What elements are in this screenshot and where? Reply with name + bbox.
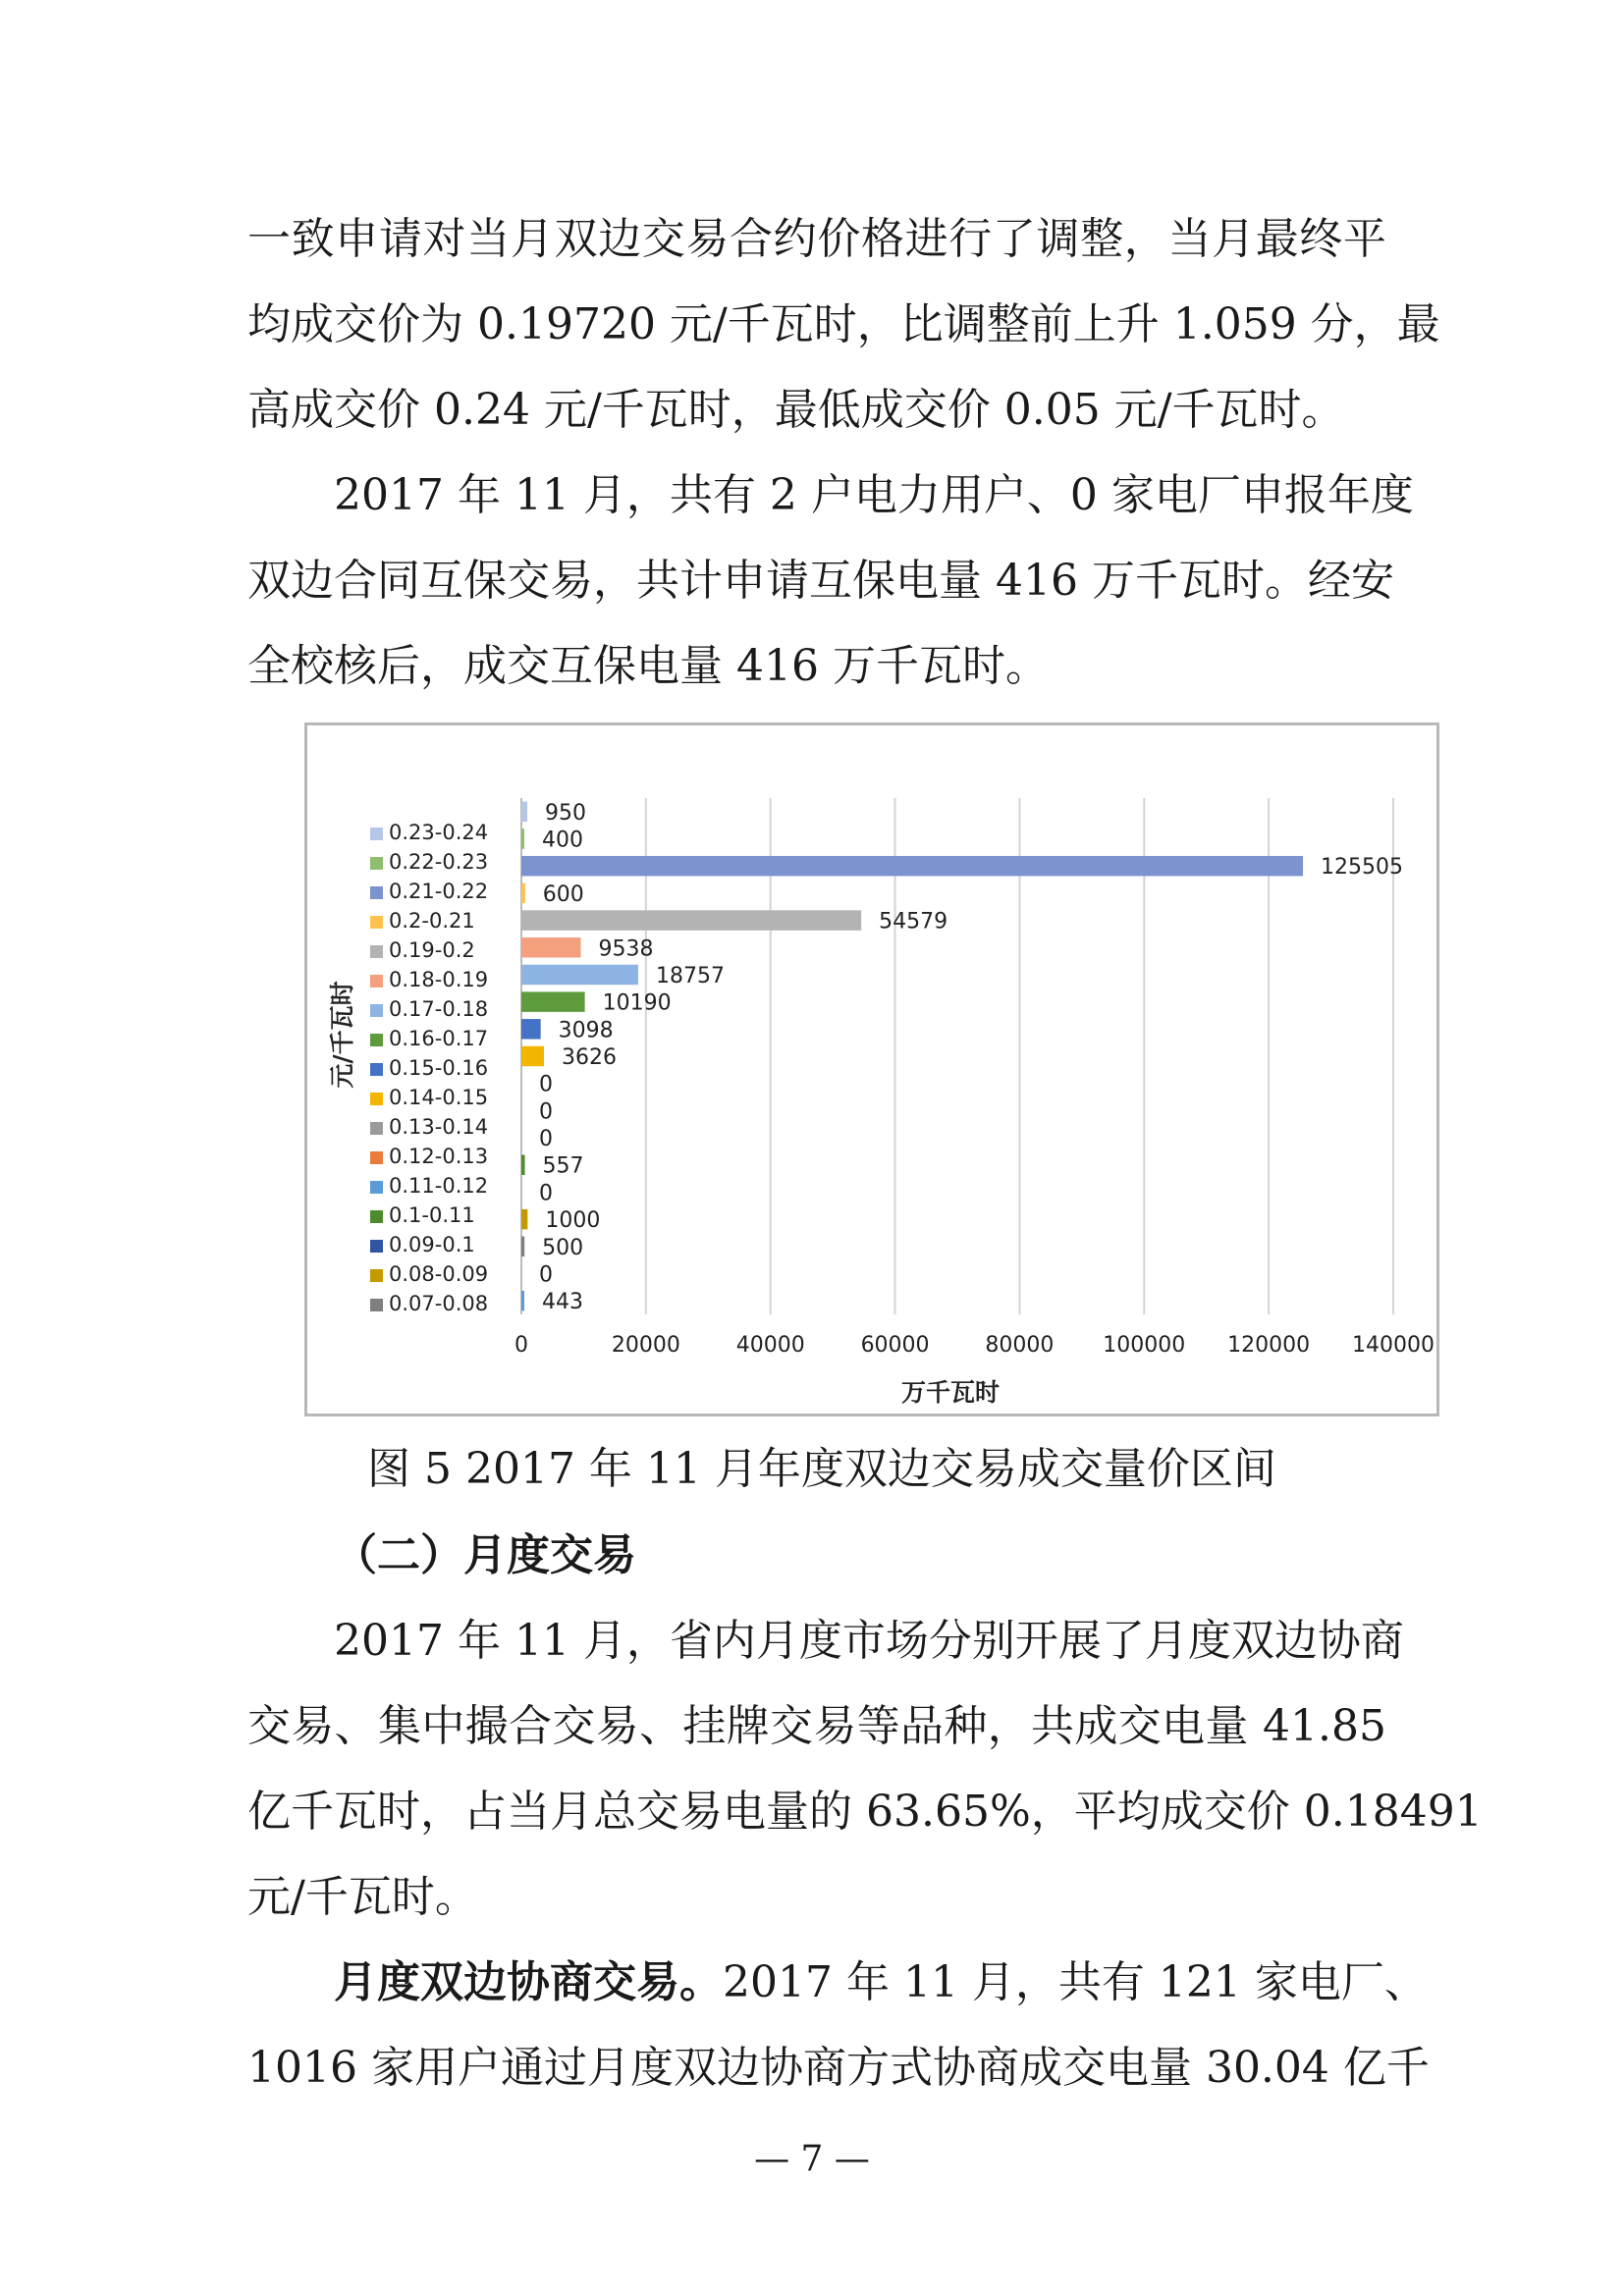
- paragraph-4-line-2: 1016 家用户通过月度双边协商方式协商成交电量 30.04 亿千: [247, 2043, 1430, 2093]
- chart-legend: [370, 821, 488, 1315]
- legend-swatch: [370, 1210, 383, 1223]
- legend-swatch: [370, 1240, 383, 1253]
- paragraph-4-bold-lead: 月度双边协商交易。: [334, 1957, 723, 2007]
- bar: [521, 828, 524, 848]
- section-heading: （二）月度交易: [334, 1530, 636, 1580]
- bar-value-label: 557: [542, 1153, 584, 1179]
- bar-value-label: 0: [539, 1072, 553, 1097]
- paragraph-3-line-4: 元/千瓦时。: [247, 1872, 478, 1922]
- bar-value-label: 18757: [655, 963, 725, 988]
- legend-swatch: [370, 857, 383, 870]
- legend-swatch: [370, 975, 383, 988]
- bar: [521, 1209, 527, 1229]
- bar-value-label: 0: [539, 1262, 553, 1288]
- legend-swatch: [370, 1034, 383, 1046]
- figure-caption: 图 5 2017 年 11 月年度双边交易成交量价区间: [367, 1444, 1276, 1494]
- bar: [521, 937, 580, 957]
- legend-entry: 0.15-0.16: [389, 1056, 489, 1080]
- bar: [521, 883, 525, 903]
- legend-swatch: [370, 1004, 383, 1017]
- paragraph-1-line-1: 一致申请对当月双边交易合约价格进行了调整，当月最终平: [247, 214, 1386, 264]
- bar-value-label: 400: [542, 828, 583, 853]
- paragraph-1-line-2: 均成交价为 0.19720 元/千瓦时，比调整前上升 1.059 分，最: [247, 299, 1440, 349]
- bar: [521, 965, 638, 985]
- legend-swatch: [370, 1151, 383, 1164]
- paragraph-2-line-2: 双边合同互保交易，共计申请互保电量 416 万千瓦时。经安: [247, 556, 1394, 606]
- legend-entry: 0.08-0.09: [389, 1262, 489, 1286]
- x-tick-label: 0: [514, 1333, 528, 1358]
- legend-swatch: [370, 1181, 383, 1194]
- legend-swatch: [370, 1093, 383, 1105]
- legend-entry: 0.07-0.08: [389, 1292, 489, 1315]
- bar-value-label: 125505: [1321, 855, 1404, 881]
- legend-swatch: [370, 945, 383, 958]
- bar-value-label: 10190: [602, 990, 672, 1016]
- legend-entry: 0.11-0.12: [389, 1174, 489, 1198]
- paragraph-3-line-3: 亿千瓦时，占当月总交易电量的 63.65%，平均成交价 0.18491: [247, 1787, 1483, 1837]
- bar-value-label: 9538: [598, 936, 654, 962]
- legend-swatch: [370, 1063, 383, 1076]
- bar-value-label: 443: [542, 1290, 583, 1315]
- legend-entry: 0.21-0.22: [389, 880, 489, 903]
- bar: [521, 802, 527, 822]
- bar-value-label: 1000: [545, 1208, 601, 1234]
- legend-entry: 0.23-0.24: [389, 821, 489, 844]
- paragraph-2-line-1: 2017 年 11 月，共有 2 户电力用户、0 家电厂申报年度: [334, 470, 1414, 520]
- x-tick-label: 120000: [1227, 1333, 1311, 1358]
- legend-entry: 0.12-0.13: [389, 1145, 489, 1168]
- paragraph-2-line-3: 全校核后，成交互保电量 416 万千瓦时。: [247, 641, 1049, 691]
- bar: [521, 1237, 524, 1256]
- legend-swatch: [370, 1122, 383, 1135]
- x-tick-label: 100000: [1103, 1333, 1186, 1358]
- x-tick-label: 20000: [611, 1333, 680, 1358]
- chart-bars: [521, 802, 1303, 1311]
- legend-entry: 0.16-0.17: [389, 1027, 489, 1050]
- chart-x-ticks: [514, 1333, 1435, 1358]
- bar: [521, 1046, 544, 1066]
- bar-value-label: 3098: [558, 1018, 614, 1043]
- paragraph-4-line-1-text: 2017 年 11 月，共有 121 家电厂、: [723, 1957, 1428, 2007]
- paragraph-1-line-3: 高成交价 0.24 元/千瓦时，最低成交价 0.05 元/千瓦时。: [247, 385, 1345, 435]
- legend-entry: 0.2-0.21: [389, 909, 475, 933]
- legend-entry: 0.1-0.11: [389, 1203, 475, 1227]
- bar: [521, 856, 1303, 876]
- bar-value-label: 3626: [561, 1045, 617, 1070]
- bar-value-label: 600: [542, 881, 584, 907]
- bar: [521, 1019, 541, 1039]
- legend-entry: 0.14-0.15: [389, 1086, 489, 1109]
- legend-swatch: [370, 1269, 383, 1282]
- bar: [521, 910, 861, 930]
- bar-value-label: 0: [539, 1099, 553, 1125]
- page-number: — 7 —: [754, 2139, 870, 2179]
- bar-value-label: 54579: [879, 909, 948, 934]
- legend-entry: 0.09-0.1: [389, 1233, 475, 1256]
- bar-value-label: 0: [539, 1181, 553, 1206]
- paragraph-3-line-1: 2017 年 11 月，省内月度市场分别开展了月度双边协商: [334, 1616, 1404, 1666]
- x-tick-label: 140000: [1352, 1333, 1435, 1358]
- x-tick-label: 60000: [860, 1333, 930, 1358]
- bar: [521, 1154, 525, 1174]
- bar-value-label: 500: [542, 1235, 584, 1260]
- legend-swatch: [370, 916, 383, 929]
- legend-entry: 0.22-0.23: [389, 850, 489, 874]
- x-tick-label: 40000: [735, 1333, 805, 1358]
- bar-value-label: 0: [539, 1127, 553, 1152]
- x-tick-label: 80000: [985, 1333, 1055, 1358]
- paragraph-4-line-1: [334, 1954, 1428, 2011]
- legend-swatch: [370, 886, 383, 899]
- bar-value-label: 950: [545, 800, 587, 826]
- legend-entry: 0.13-0.14: [389, 1115, 489, 1139]
- legend-entry: 0.19-0.2: [389, 938, 475, 962]
- paragraph-3-line-2: 交易、集中撮合交易、挂牌交易等品种，共成交电量 41.85: [247, 1701, 1386, 1751]
- legend-entry: 0.18-0.19: [389, 968, 489, 991]
- x-axis-label: 万千瓦时: [900, 1378, 1001, 1407]
- chart-value-labels: [539, 801, 1403, 1314]
- legend-swatch: [370, 828, 383, 840]
- bar: [521, 991, 585, 1011]
- y-axis-label: 元/千瓦时: [328, 981, 356, 1089]
- chart-frame: [304, 722, 1439, 1416]
- bar-chart: [307, 725, 1436, 1414]
- bar: [521, 1291, 524, 1310]
- legend-entry: 0.17-0.18: [389, 997, 489, 1021]
- legend-swatch: [370, 1299, 383, 1311]
